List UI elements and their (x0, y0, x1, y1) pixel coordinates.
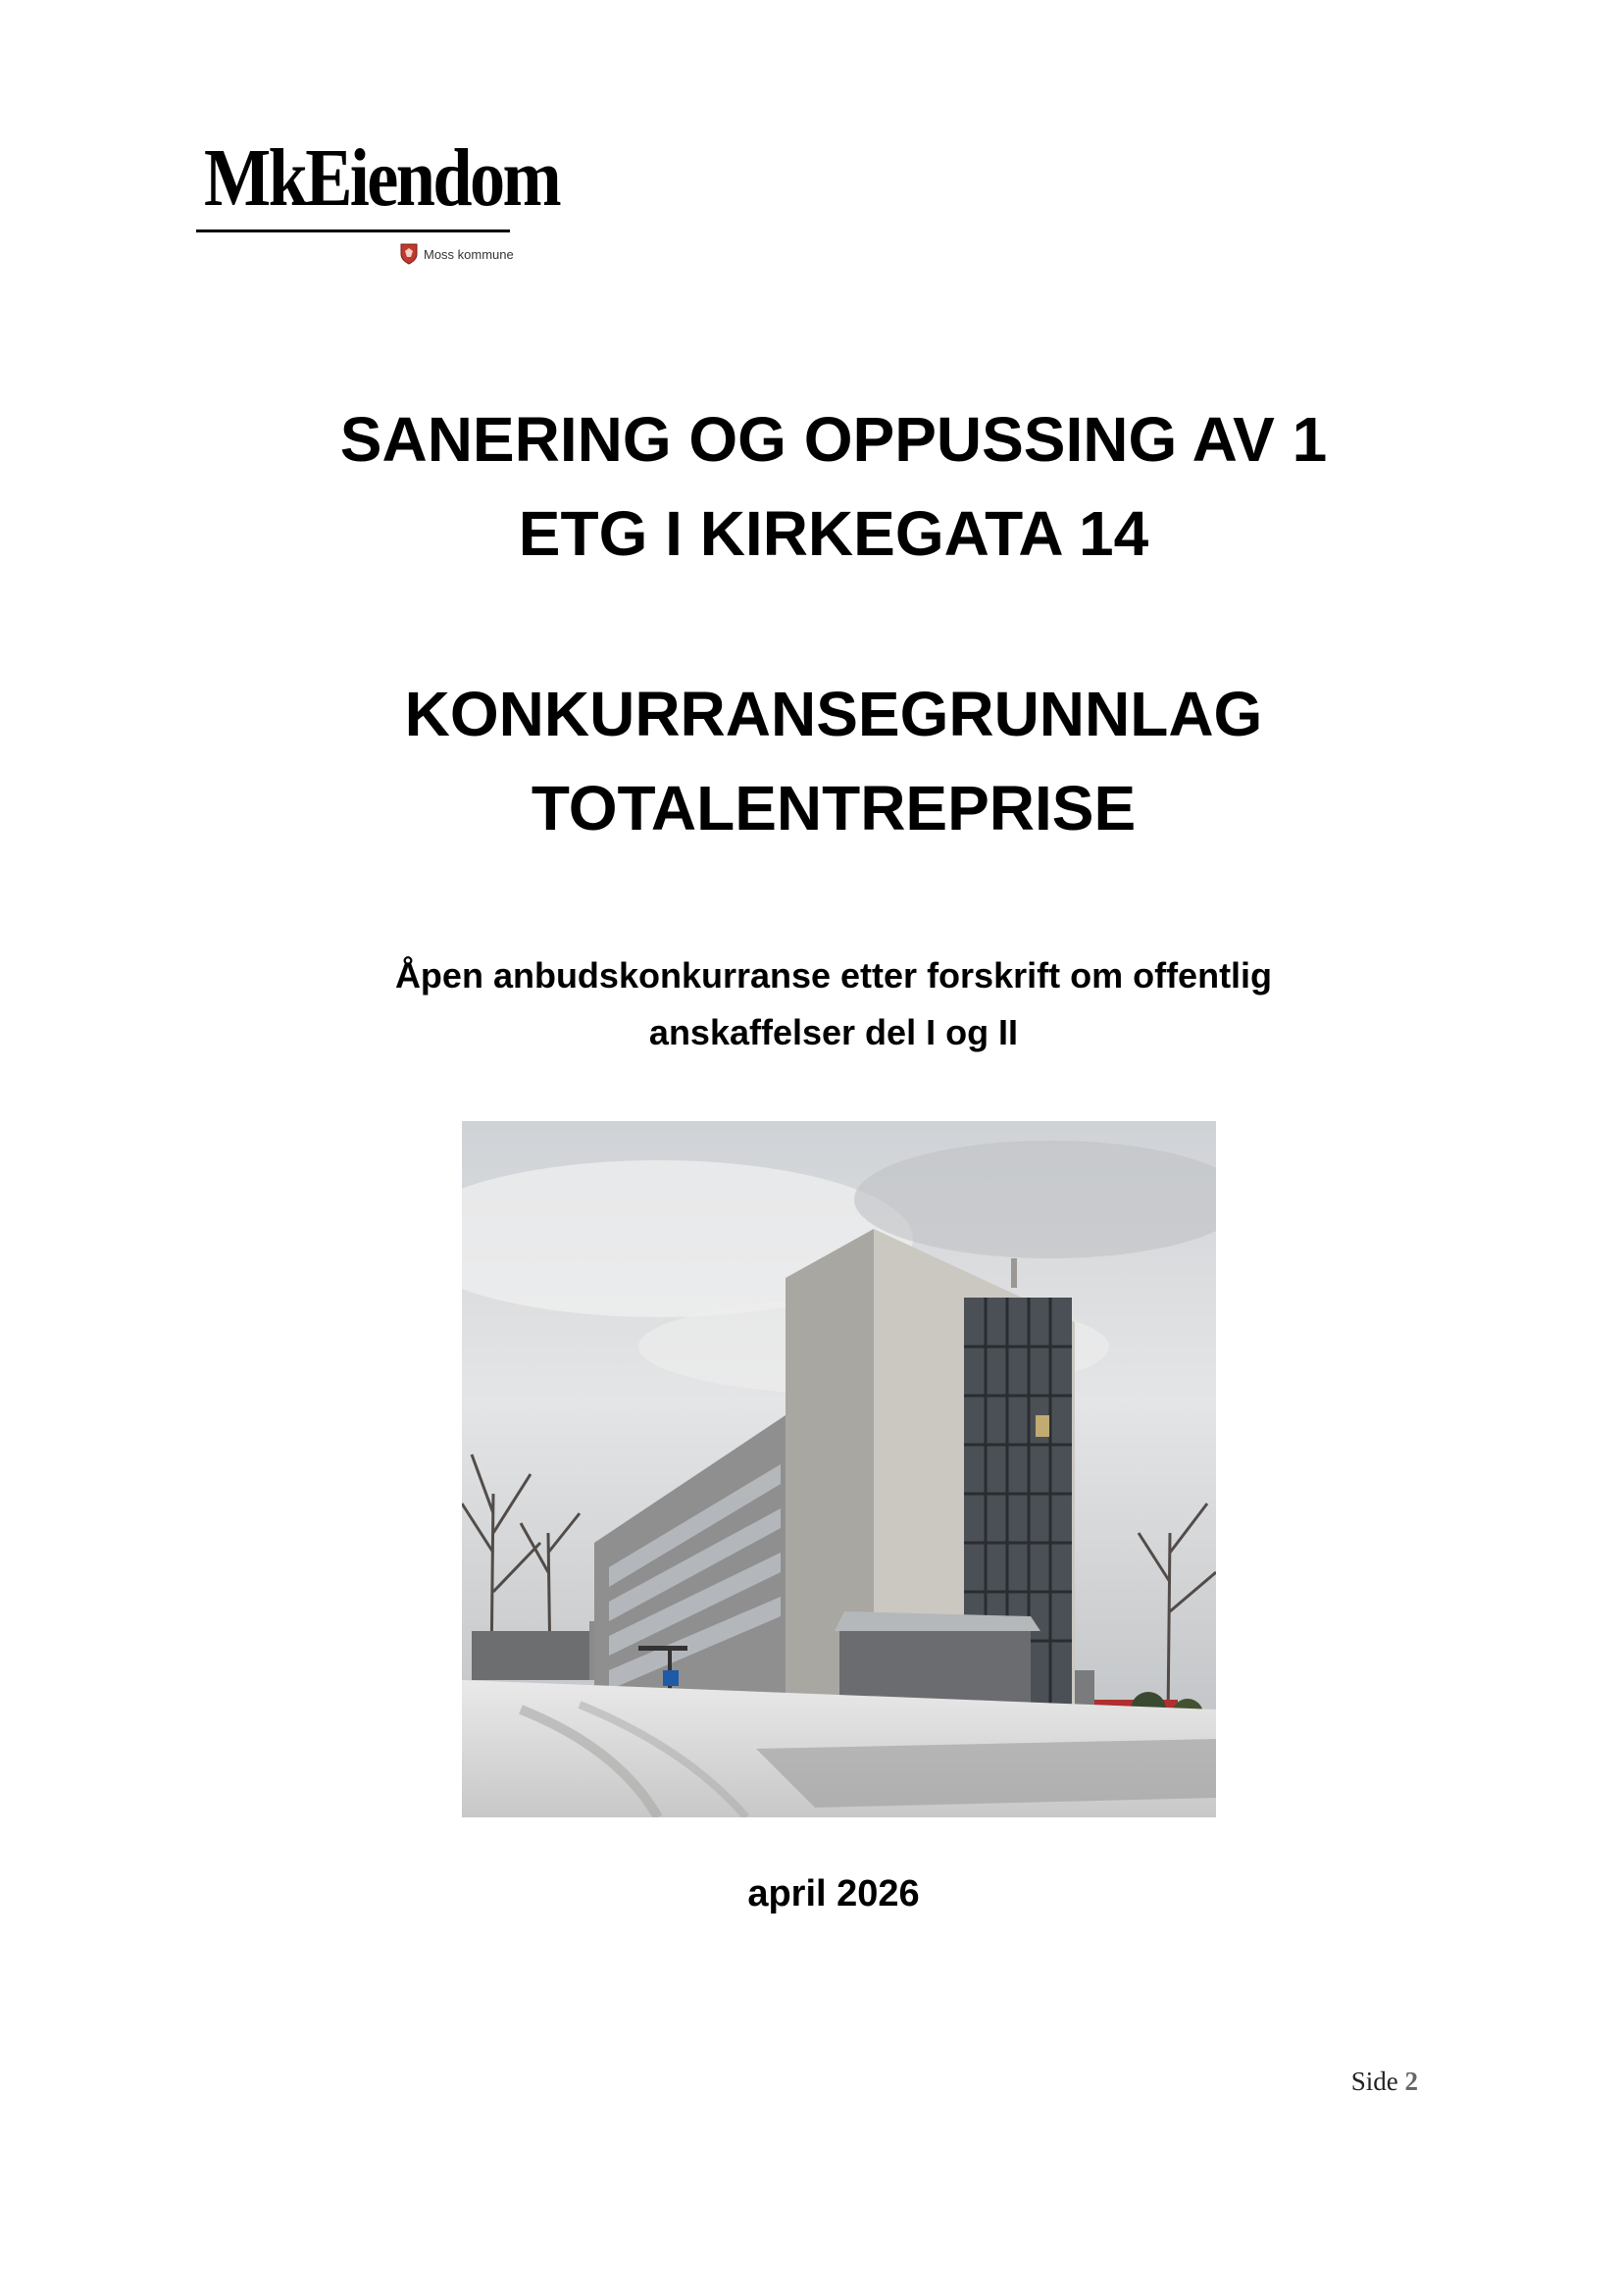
document-type-line1: KONKURRANSEGRUNNLAG (404, 679, 1263, 749)
page-number-value: 2 (1404, 2066, 1418, 2096)
document-type-title (0, 667, 1623, 855)
logo-wordmark: MkEiendom (204, 132, 560, 224)
procurement-subtitle-line2: anskaffelser del I og II (648, 1012, 1019, 1052)
moss-kommune-shield-icon (400, 243, 418, 265)
building-photo-image (462, 1121, 1216, 1817)
logo-subtext (400, 243, 514, 265)
mk-eiendom-logo (175, 126, 560, 282)
document-date: april 2026 (747, 1873, 920, 1914)
document-type-line2: TOTALENTREPRISE (531, 773, 1137, 843)
project-title-line1: SANERING OG OPPUSSING AV 1 (339, 404, 1328, 475)
procurement-subtitle (0, 947, 1623, 1061)
procurement-subtitle-line1: Åpen anbudskonkurranse etter forskrift om offentlig (394, 955, 1273, 995)
page-label: Side (1350, 2066, 1398, 2096)
building-photo (462, 1121, 1216, 1817)
logo-underline (196, 230, 510, 232)
project-title (0, 392, 1623, 581)
page-number (1351, 2066, 1418, 2097)
logo-municipality: Moss kommune (424, 246, 514, 262)
project-title-line2: ETG I KIRKEGATA 14 (518, 498, 1149, 569)
